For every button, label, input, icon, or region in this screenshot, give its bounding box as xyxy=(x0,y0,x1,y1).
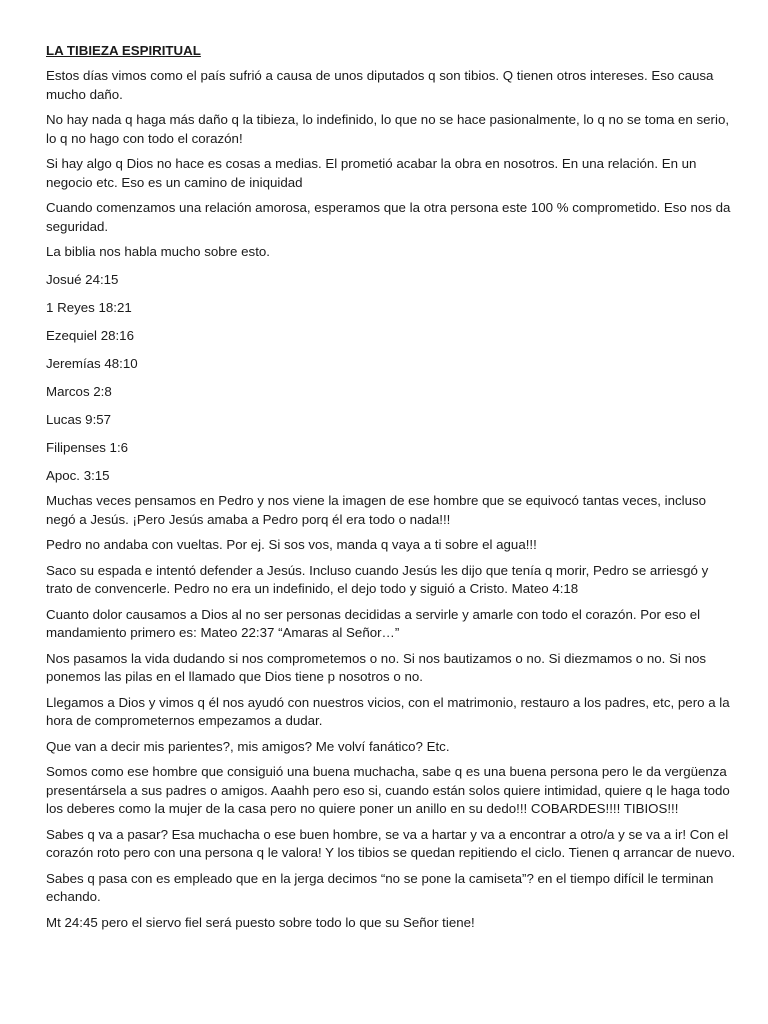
paragraph-tibieza: No hay nada q haga más daño q la tibieza, lo indefinido, lo que no se hace pasionalmente, lo q no se toma en serio, lo q no hago con todo el corazón! xyxy=(46,112,730,146)
paragraph-que-va-a-pasar: Sabes q va a pasar? Esa muchacha o ese buen hombre, se va a hartar y va a encontrar a otro/a y se va a ir! Con el corazón roto pero con una persona q le valora! Y los tibios se quedan repitiendo el ciclo. Tienen q arrancar de nuevo. xyxy=(46,826,736,861)
verse-reference: Lucas 9:57 xyxy=(46,411,112,427)
verse-reference: Josué 24:15 xyxy=(46,272,119,288)
verse-reference: 1 Reyes 18:21 xyxy=(46,300,132,316)
paragraph-siervo-fiel: Mt 24:45 pero el siervo fiel será puesto sobre todo lo que su Señor tiene! xyxy=(46,914,475,930)
verse-reference: Marcos 2:8 xyxy=(46,383,112,399)
paragraph-dolor: Cuanto dolor causamos a Dios al no ser personas decididas a servirle y amarle con todo el corazón. Por eso el mandamiento primero es: Mateo 22:37 “Amaras al Señor…” xyxy=(46,606,701,641)
paragraph-espada: Saco su espada e intentó defender a Jesús. Incluso cuando Jesús les dijo que tenía q morir, Pedro se arriesgó y trato de convencerle. Pedro no era un indefinido, el dejo todo y siguió a Cristo. Mateo 4:18 xyxy=(46,562,709,597)
paragraph-diputados: Estos días vimos como el país sufrió a causa de unos diputados q son tibios. Q tienen otros intereses. Eso causa mucho daño. xyxy=(46,68,714,102)
document-page xyxy=(46,42,736,939)
document-title: LA TIBIEZA ESPIRITUAL xyxy=(46,43,201,58)
verse-reference: Jeremías 48:10 xyxy=(46,356,138,372)
paragraph-relacion-amorosa: Cuando comenzamos una relación amorosa, esperamos que la otra persona este 100 % comprometido. Eso nos da seguridad. xyxy=(46,200,731,234)
paragraph-somos-como: Somos como ese hombre que consiguió una buena muchacha, sabe q es una buena persona pero le da vergüenza presentársela a sus padres o amigos. Aaahh pero eso si, cuando están solos quiere intimidad, quiere q le haga todo los deberes como la mujer de la casa pero no quiere poner un anillo en su dedo!!! COBARDES!!!! TIBIOS!!! xyxy=(46,764,730,817)
paragraph-dios-no-hace-a-medias: Si hay algo q Dios no hace es cosas a medias. El prometió acabar la obra en nosotros. En una relación. En un negocio etc. Eso es un camino de iniquidad xyxy=(46,156,697,190)
paragraph-llegamos-a-dios: Llegamos a Dios y vimos q él nos ayudó con nuestros vicios, con el matrimonio, restauro a los padres, etc, pero a la hora de comprometernos empezamos a dudar. xyxy=(46,694,730,729)
verse-reference: Ezequiel 28:16 xyxy=(46,328,134,344)
paragraph-biblia: La biblia nos habla mucho sobre esto. xyxy=(46,244,270,260)
verse-reference: Apoc. 3:15 xyxy=(46,467,110,483)
verse-reference: Filipenses 1:6 xyxy=(46,439,129,455)
paragraph-pedro: Muchas veces pensamos en Pedro y nos viene la imagen de ese hombre que se equivocó tantas veces, incluso negó a Jesús. ¡Pero Jesús amaba a Pedro porq él era todo o nada!!! xyxy=(46,493,707,527)
paragraph-dudando: Nos pasamos la vida dudando si nos comprometemos o no. Si nos bautizamos o no. Si diezmamos o no. Si nos ponemos las pilas en el llamado que Dios tiene p nosotros o no. xyxy=(46,650,707,685)
paragraph-pedro-vueltas: Pedro no andaba con vueltas. Por ej. Si sos vos, manda q vaya a ti sobre el agua!!! xyxy=(46,537,537,553)
paragraph-parientes: Que van a decir mis parientes?, mis amigos? Me volví fanático? Etc. xyxy=(46,738,450,754)
paragraph-empleado: Sabes q pasa con es empleado que en la jerga decimos “no se pone la camiseta”? en el tiempo difícil le terminan echando. xyxy=(46,870,714,905)
